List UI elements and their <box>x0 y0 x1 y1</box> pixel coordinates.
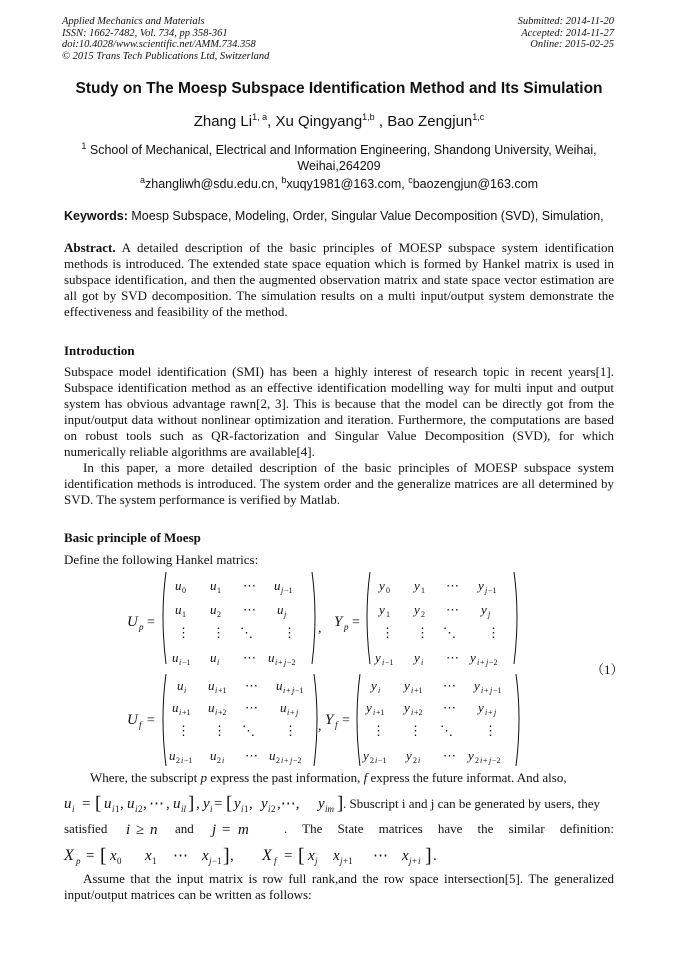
svg-text:⋯: ⋯ <box>243 578 256 593</box>
svg-text:y: y <box>379 578 385 593</box>
svg-text:j: j <box>290 756 293 765</box>
svg-text:+: + <box>483 756 488 765</box>
svg-text:,: , <box>230 848 234 864</box>
svg-text:i: i <box>275 658 278 667</box>
svg-text:.: . <box>433 848 437 864</box>
svg-text:−1: −1 <box>184 756 193 765</box>
svg-text:i: i <box>215 708 218 717</box>
affiliation-sup: 1 <box>81 141 87 151</box>
affiliation <box>70 138 608 174</box>
svg-text:u: u <box>210 650 217 665</box>
svg-text:⋯: ⋯ <box>243 650 256 665</box>
hankel-intro <box>64 552 614 568</box>
svg-text:U: U <box>127 712 138 728</box>
subscript-text: . Sbuscript i and j can be generated by users, they <box>343 796 601 811</box>
svg-text:−1: −1 <box>488 586 497 595</box>
email-sup: b <box>281 175 287 185</box>
and-label: and <box>175 821 194 836</box>
svg-text:⋱: ⋱ <box>443 625 456 640</box>
svg-text:[: [ <box>95 793 102 814</box>
svg-text:+: + <box>286 686 291 695</box>
svg-text:j: j <box>485 586 488 595</box>
svg-text:u: u <box>268 650 275 665</box>
svg-text:2: 2 <box>413 756 417 765</box>
svg-text:=: = <box>222 822 231 838</box>
svg-text:u: u <box>175 602 182 617</box>
svg-text:⋯: ⋯ <box>245 748 258 763</box>
introduction-paragraph: In this paper, a more detailed description of the basic principles of MOESP subspace system identification methods is introduced. The system order and the generalize matrices are all determined by SVD. The system performance is verified by Matlab. <box>64 460 614 507</box>
svg-text:⋯: ⋯ <box>446 578 459 593</box>
basic-principle-heading: Basic principle of Moesp <box>64 530 201 545</box>
svg-text:f: f <box>139 720 142 730</box>
svg-text:x: x <box>202 848 209 864</box>
svg-text:⋮: ⋮ <box>484 723 497 738</box>
svg-text:=: = <box>352 615 360 630</box>
svg-text:f: f <box>335 720 338 730</box>
svg-text:i: i <box>485 708 488 717</box>
state-text: . The State matrices have the similar definition: <box>284 821 614 836</box>
svg-text:y: y <box>468 748 474 763</box>
svg-text:i: i <box>418 856 421 866</box>
svg-text:i: i <box>378 686 381 695</box>
svg-text:j: j <box>212 822 217 838</box>
svg-text:−1: −1 <box>385 658 394 667</box>
abstract-label: Abstract. <box>64 240 116 255</box>
svg-text:1: 1 <box>421 586 425 595</box>
submitted-date: Submitted: 2014-11-20 <box>517 16 614 27</box>
svg-text:[: [ <box>226 793 233 814</box>
svg-text:y: y <box>404 700 410 715</box>
svg-text:u: u <box>104 796 112 812</box>
svg-text:−1: −1 <box>284 586 293 595</box>
svg-text:p: p <box>76 856 81 866</box>
svg-text:1: 1 <box>244 804 249 814</box>
svg-text:0: 0 <box>386 586 390 595</box>
journal-header <box>62 16 269 62</box>
svg-text:]: ] <box>188 793 195 814</box>
svg-text:u: u <box>208 700 215 715</box>
svg-text:i: i <box>112 804 115 814</box>
email-link[interactable]: zhangliwh@sdu.edu.cn <box>145 177 275 192</box>
svg-text:+1: +1 <box>182 708 191 717</box>
svg-text:]: ] <box>223 845 230 867</box>
svg-text:j: j <box>284 658 287 667</box>
svg-text:⋮: ⋮ <box>416 625 429 640</box>
svg-text:⋱: ⋱ <box>242 723 255 738</box>
svg-text:y: y <box>203 796 210 812</box>
svg-text:+: + <box>278 658 283 667</box>
svg-text:j: j <box>490 686 493 695</box>
svg-text:i: i <box>283 686 286 695</box>
svg-text:i: i <box>411 708 414 717</box>
svg-text:2: 2 <box>176 756 180 765</box>
svg-text:y: y <box>375 650 381 665</box>
svg-text:y: y <box>481 602 487 617</box>
svg-text:≥: ≥ <box>136 822 145 838</box>
svg-text:i: i <box>477 658 480 667</box>
svg-text:2: 2 <box>217 756 221 765</box>
svg-text:+: + <box>290 708 295 717</box>
svg-text:,⋯,: ,⋯, <box>277 796 300 812</box>
svg-text:+: + <box>480 658 485 667</box>
svg-text:m: m <box>238 822 249 838</box>
svg-text:−1: −1 <box>182 658 191 667</box>
svg-text:⋯: ⋯ <box>443 700 456 715</box>
svg-text:i: i <box>241 804 244 814</box>
svg-text:y: y <box>371 678 377 693</box>
svg-text:+1: +1 <box>376 708 385 717</box>
svg-text:⋮: ⋮ <box>372 723 385 738</box>
svg-text:n: n <box>150 822 158 838</box>
svg-text:p: p <box>139 622 144 632</box>
svg-text:u: u <box>172 700 179 715</box>
svg-text:⋮: ⋮ <box>381 625 394 640</box>
svg-text:2: 2 <box>370 756 374 765</box>
svg-text:⋮: ⋮ <box>212 625 225 640</box>
svg-text:i: i <box>418 756 421 765</box>
svg-text:+1: +1 <box>343 856 353 866</box>
svg-text:⋮: ⋮ <box>177 723 190 738</box>
svg-text:i: i <box>480 756 483 765</box>
journal-name: Applied Mechanics and Materials <box>62 16 205 27</box>
svg-text:+1: +1 <box>414 686 423 695</box>
svg-text:y: y <box>318 796 325 812</box>
svg-text:j: j <box>409 856 412 866</box>
svg-text:⋮: ⋮ <box>487 625 500 640</box>
svg-text:u: u <box>172 650 179 665</box>
paper-title: Study on The Moesp Subspace Identification Method and Its Simulation <box>75 80 603 97</box>
email-list: $^a$zhangliwh@sdu.edu.cn, $^b$xuqy1981@163.com, $^c$baozengjun@163.com <box>140 175 538 192</box>
author-sup: 1,b <box>362 112 375 122</box>
svg-text:i: i <box>181 756 184 765</box>
svg-text:i: i <box>421 658 424 667</box>
svg-text:u: u <box>173 796 181 812</box>
issn: ISSN: 1662-7482, Vol. 734, pp 358-361 <box>62 27 228 39</box>
online-date: Online: 2015-02-25 <box>530 39 614 50</box>
hankel-intro-text: Define the following Hankel matrics: <box>64 552 259 567</box>
svg-text:⋮: ⋮ <box>284 723 297 738</box>
svg-text:y: y <box>478 700 484 715</box>
svg-text:=: = <box>86 848 95 864</box>
author-sup: 1,c <box>472 112 485 122</box>
email-link[interactable]: baozengjun@163.com <box>412 177 538 192</box>
svg-text:x: x <box>402 848 409 864</box>
svg-text:=: = <box>214 796 223 812</box>
svg-text:u: u <box>269 748 276 763</box>
svg-text:u: u <box>210 748 217 763</box>
svg-text:⋯: ⋯ <box>373 848 388 864</box>
svg-text:1: 1 <box>386 610 390 619</box>
svg-text:x: x <box>308 848 315 864</box>
svg-text:u: u <box>169 748 176 763</box>
where-text <box>90 770 640 786</box>
svg-text:x: x <box>145 848 152 864</box>
where-text-b: express the past information, <box>206 770 364 785</box>
svg-text:i: i <box>287 708 290 717</box>
where-text-a: Where, the subscript <box>90 770 201 785</box>
svg-text:p: p <box>344 622 349 632</box>
svg-text:,: , <box>196 796 200 812</box>
author-name: Zhang Li <box>193 113 253 130</box>
svg-text:1: 1 <box>152 856 157 866</box>
svg-text:u: u <box>210 602 217 617</box>
assume-text: Assume that the input matrix is row full rank,and the row space intersection[5]. The generalized input/output matrices can be written as follows: <box>64 871 614 902</box>
symbol-p: p <box>200 770 207 785</box>
svg-text:⋮: ⋮ <box>177 625 190 640</box>
symbol-f: f <box>363 770 368 785</box>
copyright: © 2015 Trans Tech Publications Ltd, Switzerland <box>62 50 270 62</box>
svg-text:2: 2 <box>276 756 280 765</box>
svg-text:⋯: ⋯ <box>446 650 459 665</box>
svg-text:u: u <box>277 602 284 617</box>
svg-text:,: , <box>318 719 322 734</box>
svg-text:i: i <box>126 822 131 838</box>
svg-text:⋮: ⋮ <box>213 723 226 738</box>
svg-text:⋮: ⋮ <box>283 625 296 640</box>
svg-text:⋱: ⋱ <box>440 723 453 738</box>
svg-text:+1: +1 <box>218 686 227 695</box>
svg-text:im: im <box>325 804 334 814</box>
svg-text:[: [ <box>298 845 305 867</box>
svg-text:+: + <box>488 708 493 717</box>
svg-text:x: x <box>333 848 340 864</box>
svg-text:⋯: ⋯ <box>173 848 188 864</box>
svg-text:,: , <box>318 621 322 636</box>
svg-text:−1: −1 <box>212 856 222 866</box>
svg-text:2: 2 <box>138 804 143 814</box>
svg-text:i: i <box>179 708 182 717</box>
svg-text:0: 0 <box>117 856 122 866</box>
svg-text:i: i <box>184 686 187 695</box>
svg-text:−2: −2 <box>492 756 501 765</box>
email-link[interactable]: xuqy1981@163.com <box>286 177 402 192</box>
svg-text:i: i <box>222 756 225 765</box>
svg-text:i: i <box>268 804 271 814</box>
keywords <box>64 209 624 223</box>
svg-text:j: j <box>281 586 284 595</box>
svg-text:j: j <box>284 610 287 619</box>
author-name: Bao Zengjun <box>387 113 473 130</box>
svg-text:⋯: ⋯ <box>443 678 456 693</box>
svg-text:y: y <box>470 650 476 665</box>
svg-text:]: ] <box>337 793 344 814</box>
introduction-body <box>64 364 614 508</box>
svg-text:u: u <box>175 578 182 593</box>
svg-text:y: y <box>414 650 420 665</box>
svg-text:−2: −2 <box>489 658 498 667</box>
svg-text:y: y <box>379 602 385 617</box>
svg-text:i: i <box>179 658 182 667</box>
affiliation-text: School of Mechanical, Electrical and Information Engineering, Shandong University, Weihai, Weihai,264209 <box>89 143 597 174</box>
equation-number: （1） <box>591 662 624 677</box>
svg-text:]: ] <box>425 845 432 867</box>
svg-text:⋯: ⋯ <box>245 678 258 693</box>
introduction-heading: Introduction <box>64 343 135 358</box>
svg-text:i: i <box>135 804 138 814</box>
svg-text:=: = <box>147 615 155 630</box>
svg-text:i: i <box>481 686 484 695</box>
svg-text:j: j <box>486 658 489 667</box>
svg-text:i: i <box>217 658 220 667</box>
svg-text:i: i <box>382 658 385 667</box>
svg-text:=: = <box>284 848 293 864</box>
svg-text:j: j <box>488 610 491 619</box>
svg-text:2: 2 <box>271 804 276 814</box>
svg-text:y: y <box>414 578 420 593</box>
svg-text:+: + <box>484 686 489 695</box>
keywords-label: Keywords: <box>64 209 128 223</box>
svg-text:2: 2 <box>421 610 425 619</box>
svg-text:f: f <box>274 856 277 866</box>
svg-text:j: j <box>209 856 212 866</box>
svg-text:u: u <box>280 700 287 715</box>
svg-text:−1: −1 <box>493 686 502 695</box>
svg-text:x: x <box>110 848 117 864</box>
svg-text:y: y <box>478 578 484 593</box>
accepted-date: Accepted: 2014-11-27 <box>521 27 614 39</box>
svg-text:−2: −2 <box>293 756 302 765</box>
svg-text:⋯: ⋯ <box>443 748 456 763</box>
svg-text:y: y <box>404 678 410 693</box>
author-list: Zhang Li$^{1, a}$, Xu Qingyang$^{1,b}$ , Bao Zengjun$^{1,c}$ <box>193 112 485 130</box>
doi: doi:10.4028/www.scientific.net/AMM.734.358 <box>62 39 256 50</box>
svg-text:X: X <box>262 847 272 864</box>
svg-text:u: u <box>276 678 283 693</box>
svg-text:0: 0 <box>182 586 186 595</box>
svg-text:−1: −1 <box>378 756 387 765</box>
introduction-paragraph: Subspace model identification (SMI) has been a highly interest of research topic in recent years[1]. Subspace identification method as an effective identification modelling way for multi input and output system has obvious advantage rawn[2, 3]. This is because that the model can be directly got from the input/output data without nonlinear optimization and iteration. Furthermore, the computations are based on robust tools such as QR-factorization and Singular Value Decomposition (SVD), for which numerically reliable algorithms are available[4]. <box>64 364 614 459</box>
svg-text:i: i <box>215 686 218 695</box>
svg-text:⋯: ⋯ <box>149 796 164 812</box>
svg-text:=: = <box>147 713 155 728</box>
svg-text:u: u <box>177 678 184 693</box>
author-sup: 1, a <box>252 112 268 122</box>
svg-text:u: u <box>208 678 215 693</box>
svg-text:Y: Y <box>334 614 343 630</box>
svg-text:j: j <box>489 756 492 765</box>
svg-text:1: 1 <box>182 610 186 619</box>
svg-text:y: y <box>363 748 369 763</box>
svg-text:j: j <box>315 856 318 866</box>
abstract-text: A detailed description of the basic principles of MOESP subspace system identification methods is introduced. The extended state space equation which is formed by Hankel matrix is used in subspace identification, and then the augmented observation matrix and state space vector estimation are all got by SVD decomposition. The simulation results on a multi input/output system demonstrate the effectiveness and feasibility of the method. <box>64 240 614 319</box>
svg-text:+2: +2 <box>218 708 227 717</box>
svg-text:i: i <box>281 756 284 765</box>
svg-text:i: i <box>375 756 378 765</box>
svg-text:X: X <box>64 847 74 864</box>
svg-text:u: u <box>210 578 217 593</box>
keywords-text: Moesp Subspace, Modeling, Order, Singular Value Decomposition (SVD), Simulation, <box>131 209 604 223</box>
assume-paragraph <box>64 871 614 903</box>
satisfied-label: satisfied <box>64 821 108 836</box>
svg-text:,: , <box>249 796 253 812</box>
svg-text:i: i <box>72 804 75 814</box>
svg-text:y: y <box>406 748 412 763</box>
svg-text:y: y <box>261 796 268 812</box>
email-sup: c <box>408 175 413 185</box>
svg-text:,: , <box>143 796 147 812</box>
svg-text:⋮: ⋮ <box>409 723 422 738</box>
abstract <box>64 240 614 320</box>
author-name: Xu Qingyang <box>275 113 363 130</box>
svg-text:+: + <box>412 856 418 866</box>
svg-text:−2: −2 <box>287 658 296 667</box>
svg-text:y: y <box>414 602 420 617</box>
svg-text:=: = <box>342 713 350 728</box>
svg-text:⋯: ⋯ <box>243 602 256 617</box>
svg-text:2: 2 <box>475 756 479 765</box>
svg-text:−1: −1 <box>295 686 304 695</box>
svg-text:[: [ <box>100 845 107 867</box>
svg-text:1: 1 <box>115 804 120 814</box>
svg-text:i: i <box>210 804 213 814</box>
svg-text:y: y <box>474 678 480 693</box>
svg-text:j: j <box>340 856 343 866</box>
svg-text:2: 2 <box>217 610 221 619</box>
svg-text:+2: +2 <box>414 708 423 717</box>
svg-text:u: u <box>274 578 281 593</box>
svg-text:Y: Y <box>325 712 334 728</box>
svg-text:+: + <box>284 756 289 765</box>
email-sup: a <box>140 175 146 185</box>
svg-text:j: j <box>296 708 299 717</box>
svg-text:y: y <box>366 700 372 715</box>
svg-text:i: i <box>411 686 414 695</box>
svg-text:1: 1 <box>217 586 221 595</box>
svg-text:j: j <box>494 708 497 717</box>
svg-text:⋯: ⋯ <box>245 700 258 715</box>
svg-text:⋱: ⋱ <box>240 625 253 640</box>
svg-text:i: i <box>373 708 376 717</box>
svg-text:,: , <box>120 796 124 812</box>
svg-text:y: y <box>234 796 241 812</box>
svg-text:u: u <box>64 796 72 812</box>
svg-text:⋯: ⋯ <box>446 602 459 617</box>
svg-text:u: u <box>127 796 135 812</box>
svg-text:j: j <box>292 686 295 695</box>
dates-header <box>518 16 614 51</box>
svg-text:,: , <box>166 796 170 812</box>
where-text-c: express the future informat. And also, <box>367 770 567 785</box>
svg-text:U: U <box>127 614 138 630</box>
svg-text:=: = <box>82 796 91 812</box>
svg-text:il: il <box>181 804 187 814</box>
